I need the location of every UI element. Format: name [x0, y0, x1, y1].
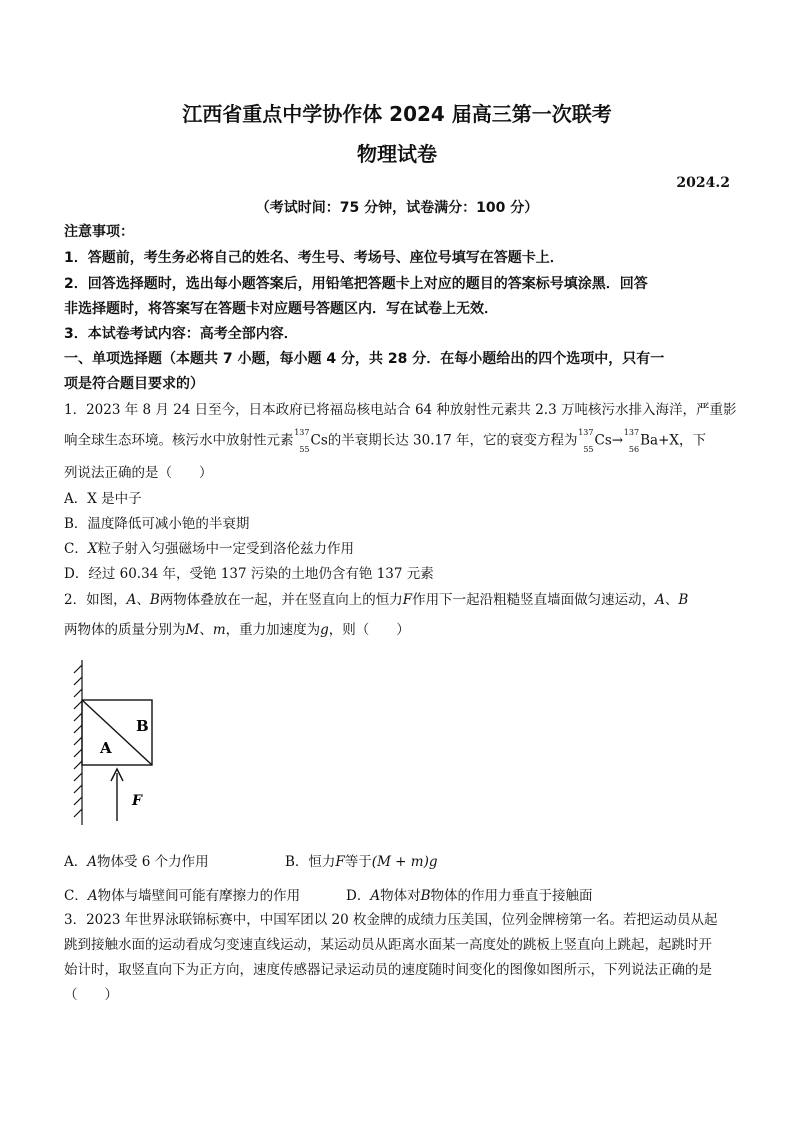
q2-option-d: D．A物体对B物体的作用力垂直于接触面 — [346, 888, 593, 904]
block-b-label: B — [136, 717, 149, 735]
formula-m-plus-m-g: (M + m)g — [371, 854, 438, 870]
q1-line-3: 列说法正确的是（ ） — [64, 465, 213, 481]
q1-text-b: 的半衰期长达 30.17 年，它的衰变方程为 — [327, 432, 578, 449]
q1-option-c: C．X粒子射入匀强磁场中一定受到洛伦兹力作用 — [64, 541, 354, 557]
q1-line-2 — [64, 428, 734, 454]
force-arrow-icon — [111, 769, 123, 821]
section-1-heading-line-1: 一、单项选择题（本题共 7 小题，每小题 4 分，共 28 分．在每小题给出的四个选项中，只有一 — [64, 351, 665, 367]
q2-option-a: A．A物体受 6 个力作用 — [64, 854, 209, 870]
notes-item-1: 1．答题前，考生务必将自己的姓名、考生号、考场号、座位号填写在答题卡上． — [64, 250, 564, 266]
q1-option-d: D．经过 60.34 年，受铯 137 污染的土地仍含有铯 137 元素 — [64, 566, 434, 582]
cs-symbol: Cs — [310, 432, 328, 449]
q1-text-a: 响全球生态环境。核污水中放射性元素 — [64, 432, 294, 449]
q1-option-b: B．温度降低可减小铯的半衰期 — [64, 516, 250, 532]
nuclide-cs: 137 55 — [294, 428, 310, 454]
exam-date: 2024.2 — [676, 175, 730, 191]
ba-symbol: Ba — [640, 432, 659, 449]
q3-line-2: 跳到接触水面的运动看成匀变速直线运动，某运动员从距离水面某一高度处的跳板上竖直向上跳起，起跳时开 — [64, 937, 712, 953]
block-a-label: A — [100, 739, 112, 757]
notes-heading: 注意事项： — [64, 224, 134, 240]
force-f-label: F — [132, 793, 142, 809]
notes-item-2-line-1: 2．回答选择题时，选出每小题答案后，用铅笔把答题卡上对应的题目的答案标号填涂黑．回答 — [64, 276, 648, 292]
exam-subtitle: 物理试卷 — [357, 142, 437, 166]
q3-line-3: 始计时，取竖直向下为正方向，速度传感器记录运动员的速度随时间变化的图像如图所示，下列说法正确的是 — [64, 962, 712, 978]
q1-option-a: A．X 是中子 — [64, 491, 142, 507]
q2-option-b: B．恒力F等于(M + m)g — [285, 854, 438, 870]
nuclide-ba: 137 56 — [623, 428, 640, 454]
q1-line-1: 1．2023 年 8 月 24 日至今，日本政府已将福岛核电站合 64 种放射性元素共 2.3 万吨核污水排入海洋，严重影 — [64, 402, 737, 418]
q2-option-c: C．A物体与墙壁间可能有摩擦力的作用 — [64, 888, 301, 904]
q2-line-1: 2．如图，A、B两物体叠放在一起，并在竖直向上的恒力F作用下一起沿粗糙竖直墙面做匀速运动，A、B — [64, 592, 689, 608]
cs-symbol-2: Cs — [594, 432, 612, 449]
nuclide-cs-2: 137 55 — [578, 428, 594, 454]
notes-item-3: 3．本试卷考试内容：高考全部内容． — [64, 326, 298, 342]
wall-icon — [74, 660, 82, 825]
notes-item-2-line-2: 非选择题时，将答案写在答题卡对应题号答题区内．写在试卷上无效． — [64, 301, 498, 317]
q3-line-1: 3．2023 年世界泳联锦标赛中，中国军团以 20 枚金牌的成绩力压美国，位列金牌榜第一名。若把运动员从起 — [64, 912, 718, 928]
section-1-heading-line-2: 项是符合题目要求的） — [64, 376, 204, 392]
q3-line-4: （ ） — [64, 987, 118, 1003]
q2-line-2: 两物体的质量分别为M、m，重力加速度为g，则（ ） — [64, 622, 410, 638]
q1-plus-x: +X，下 — [658, 432, 706, 449]
q2-figure — [64, 655, 164, 830]
exam-title: 江西省重点中学协作体 2024 届高三第一次联考 — [182, 102, 612, 126]
arrow-icon: → — [611, 432, 624, 449]
exam-info: （考试时间：75 分钟，试卷满分：100 分） — [255, 200, 539, 216]
